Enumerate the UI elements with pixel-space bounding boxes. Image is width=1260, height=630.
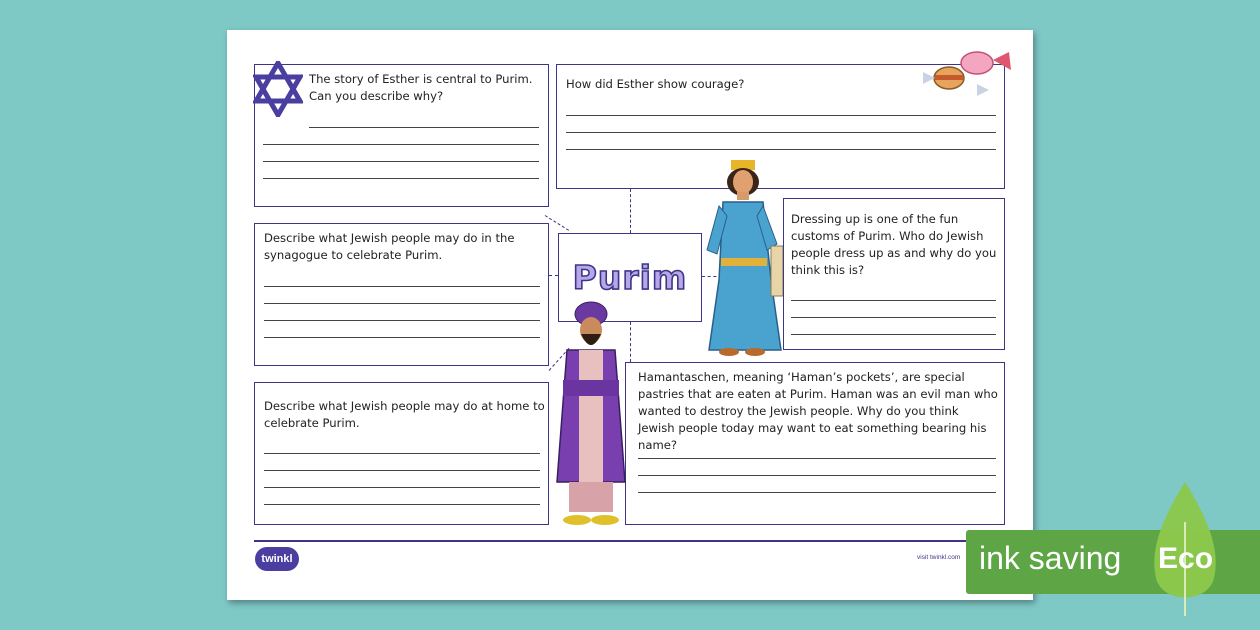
footer-divider	[254, 540, 1006, 542]
worksheet	[227, 30, 1033, 600]
eco-label: Eco	[1158, 542, 1214, 575]
question-text: Hamantaschen, meaning ‘Haman’s pockets’, are special pastries that are eaten at Purim. Haman was an evil man who wanted to destroy the Jewish people. Why do you think Jewish people today may want to eat something bearing his name?	[638, 370, 998, 452]
question-box-home	[254, 382, 549, 525]
esther-illustration	[701, 160, 791, 356]
ink-saving-label: ink saving	[979, 540, 1122, 576]
question-text: How did Esther show courage?	[566, 77, 745, 91]
question-text: Describe what Jewish people may do at home to celebrate Purim.	[264, 399, 545, 430]
footer-url: visit twinkl.com	[917, 554, 961, 561]
question-box-synagogue	[254, 223, 549, 366]
question-box-esther-story	[254, 64, 549, 207]
question-text: The story of Esther is central to Purim. Can you describe why?	[309, 72, 533, 103]
question-box-dressing-up	[783, 198, 1005, 350]
question-text: Dressing up is one of the fun customs of Purim. Who do Jewish people dress up as and why do you think this is?	[791, 212, 997, 277]
sweets-icon	[919, 50, 1015, 96]
haman-illustration	[553, 300, 633, 528]
question-box-hamantaschen	[625, 362, 1005, 525]
twinkl-logo: twinkl	[255, 547, 299, 571]
central-title: Purim	[572, 258, 688, 297]
question-text: Describe what Jewish people may do in the synagogue to celebrate Purim.	[264, 231, 515, 262]
star-of-david-icon	[253, 61, 303, 117]
